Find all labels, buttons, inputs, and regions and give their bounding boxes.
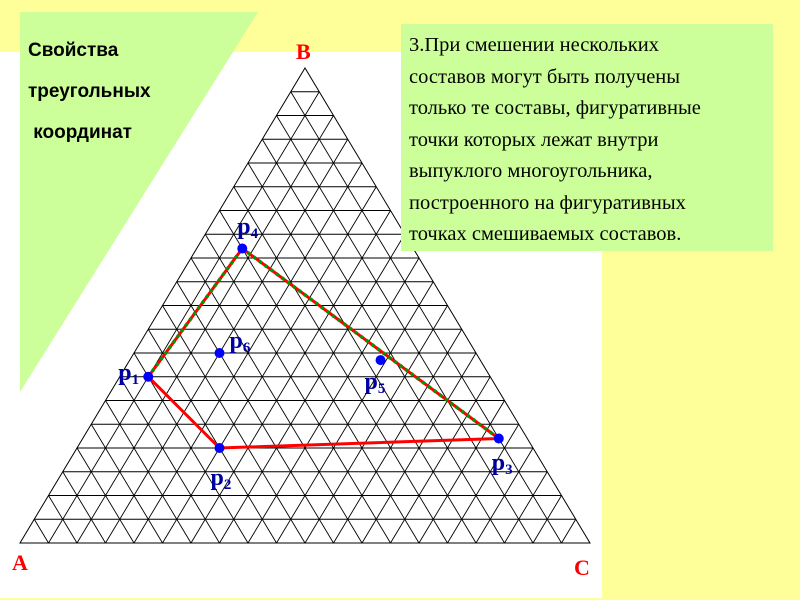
title-line: координат [28,122,132,143]
point-p1 [143,372,153,382]
vertex-label-a: A [12,550,28,575]
grid-line-c [448,424,519,543]
point-label-base: p [364,369,378,396]
point-label-base: p [118,359,132,386]
note-line: точки которых лежат внутри [409,128,659,151]
point-label-subscript: 3 [505,461,513,478]
grid-line-c [505,472,548,543]
point-label-subscript: 6 [242,340,251,356]
point-p3 [494,434,504,444]
point-label-subscript: 2 [223,477,232,493]
grid-line-a [177,282,334,543]
point-p2 [215,443,225,453]
mixing-line-p1-p4 [148,249,242,377]
point-label-p4 [237,215,258,242]
slide-title [28,30,228,153]
grid-line-a [205,234,390,543]
point-label-subscript: 1 [131,371,140,388]
grid-line-a [148,329,276,543]
point-label-base: p [210,465,224,491]
point-label-p2 [211,466,232,493]
point-p6 [215,348,225,358]
vertex-label-c: C [574,555,590,580]
point-label-base: p [237,213,251,240]
point-label-p3 [492,451,513,478]
vertex-label-b: B [296,39,311,64]
property-note [401,24,773,251]
point-label-subscript: 4 [250,225,259,242]
point-label-p1 [118,361,139,388]
point-label-subscript: 5 [377,381,386,398]
note-line: составов могут быть получены [409,65,681,88]
grid-line-c [334,329,462,543]
point-label-base: p [491,449,506,476]
grid-line-a [120,377,220,543]
note-line: выпуклого многоугольника, [409,160,653,182]
grid-line-c [163,187,377,543]
convex-polygon [148,249,499,449]
point-p5 [376,355,386,365]
point-label-p5 [365,370,386,397]
point-p4 [237,244,247,254]
note-line: только те составы, фигуративные [409,97,701,119]
mixing-line-p4-p3 [242,249,499,439]
note-line: построенного на фигуративных [409,191,686,214]
grid-line-c [562,519,576,543]
grid-line-a [91,424,162,543]
grid-line-a [34,519,48,543]
note-line: 3.При смешении нескольких [409,34,659,56]
grid-line-a [63,472,106,543]
grid-line-c [277,282,434,543]
title-line: Свойства [28,40,119,61]
grid-line-c [391,377,491,543]
point-label-p6 [230,329,251,356]
point-label-base: p [229,328,243,354]
note-line: точках смешиваемых составов. [409,223,682,245]
title-line: треугольных [28,81,151,102]
